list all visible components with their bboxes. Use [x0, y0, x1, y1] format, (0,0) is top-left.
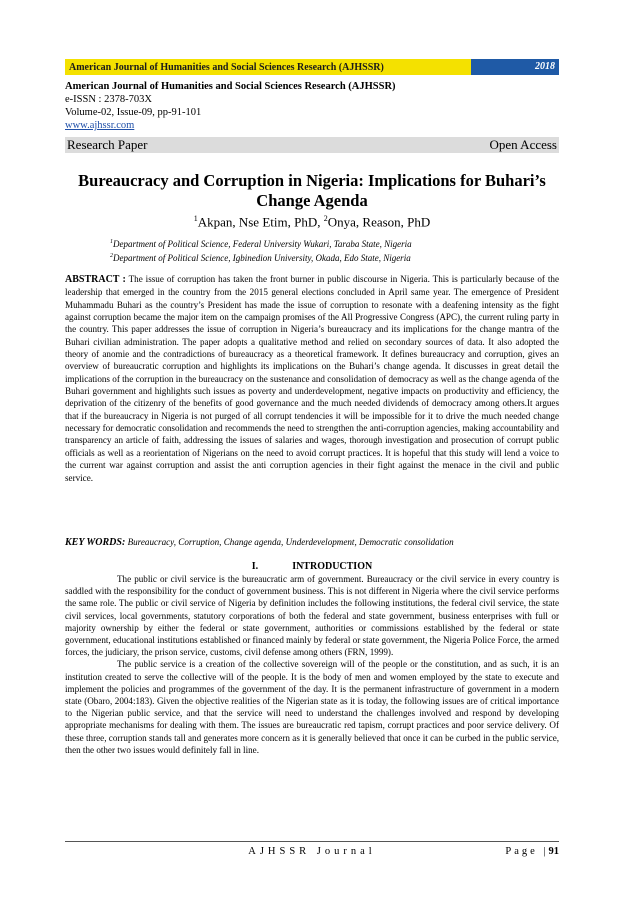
paper-title: Bureaucracy and Corruption in Nigeria: Implications for Buhari’s Change Agenda — [78, 171, 546, 210]
issn: e-ISSN : 2378-703X — [65, 94, 152, 105]
journal-url-link[interactable]: www.ajhssr.com — [65, 120, 135, 131]
affiliation-1-sup: 1 — [110, 239, 113, 245]
journal-banner — [65, 59, 559, 75]
author2: Onya, Reason, PhD — [327, 214, 431, 230]
volume-info: Volume-02, Issue-09, pp-91-101 — [65, 107, 202, 118]
open-access-label: Open Access — [489, 137, 557, 152]
footer-page-number: 91 — [548, 846, 559, 857]
abstract — [65, 273, 559, 484]
section-title: INTRODUCTION — [292, 561, 373, 572]
keywords — [65, 537, 559, 548]
author1-sup: 1 — [193, 214, 198, 223]
affiliation-2-text: Department of Political Science, Igbinedion University, Okada, Edo State, Nigeria — [113, 253, 411, 263]
paragraph: The public service is a creation of the collective sovereign will of the people or the constitution, and as such, it is an institution created to serve the collective will of the people. It is the body of men and women employed by the state to execute and implement the policies and programmes of the government of the day. It is the permanent infrastructure of government in a modern state (Obaro, 2004:183). Given the objective realities of the Nigerian state as it is today, the following issues are of critical importance to the Nigerian public service, and that the service will need to understand the challenges involved and respond by developing appropriate mechanisms for dealing with them. The issues are bureaucratic red tapism, corrupt practices and poor service delivery. Of these three, corruption stands tall and generates more concern as it is generally believed that once it can be curbed in the public service, then the other two issues would definitely fall in line. — [65, 659, 559, 755]
footer-page — [505, 846, 559, 857]
footer-journal: AJHSSR Journal — [248, 846, 376, 857]
author1: Akpan, Nse Etim, PhD, — [197, 214, 324, 230]
abstract-text: The issue of corruption has taken the front burner in public discourse in Nigeria. This is particularly because of the leadership that emerged in the country from the 2015 general elections concluded in April same year. The emergence of President Muhammadu Buhari as the country’s President has made the issue of corruption to resonate with a deafening intensity as the fight against corruption became the major item on the campaign promises of the All Progressive Congress (APC), the current ruling party in the country. This paper addresses the issue of corruption in Nigeria’s bureaucracy and its implications for the change mantra of the Buhari civilian administration. The paper adopts a qualitative method and relied on secondary sources of data. It also adopted the theory of anomie and the contradictions of bureaucracy as a theoretical framework. It defines bureaucracy and corruption, gives an overview of bureaucratic corruption and highlights its implications on the Buhari’s change agenda. It discusses in great detail the implications of the corruption in the bureaucracy on the sustenance and consolidation of democracy as well as the change agenda of the Buhari government and highlights such issues as poverty and underdevelopment, negative impacts on productivity and efficiency, the deprivation of the citizenry of the benefits of good governance and the much needed dividends of democracy among others.It argues that if the bureaucracy in Nigeria is not purged of all corrupt tendencies it will be impossible for it to drive the much needed change necessary for democratic consolidation and recommends the need to strengthen the anti-corruption agencies, making accountability and transparency an article of faith, addressing the issues of salaries and wages, thorough investigation and prosecution of corrupt public officials as well as a reorientation of Nigerians on the need to avoid corrupt practices. It is hopeful that this study will lend a voice to the current war against corruption and assist the anti corruption agencies in their fight against the menace in the civil and public service. — [65, 274, 560, 483]
body-text — [65, 573, 559, 756]
banner-journal-title: American Journal of Humanities and Social Sciences Research (AJHSSR) — [69, 61, 384, 73]
keywords-label: KEY WORDS: — [65, 537, 126, 548]
footer-rule — [65, 841, 559, 842]
affiliation-1 — [110, 236, 530, 250]
affiliation-1-text: Department of Political Science, Federal University Wukari, Taraba State, Nigeria — [113, 239, 412, 249]
author2-sup: 2 — [323, 214, 328, 223]
paper-type-bar — [65, 137, 559, 153]
journal-name: American Journal of Humanities and Social Sciences Research (AJHSSR) — [65, 81, 396, 92]
banner-year: 2018 — [471, 59, 559, 75]
paragraph: The public or civil service is the bureaucratic arm of government. Bureaucracy or the civil service in every country is saddled with the responsibility for the conduct of government business. This is not different in Nigeria where the civil service performs the same role. The public or civil service of Nigeria by definition includes the following institutions, the federal civil service, the state civil services, local governments, statutory corporations of both the federal and state government, business enterprises with full or majority ownership by either the federal or state government, authorities or commissions established by the federal or state government, educational institutions established or financed mainly by federal or state government, the Nigeria Police Force, the armed forces, the judiciary, the prison service, customs, civil defense among others (FRN, 1999). — [65, 574, 559, 658]
section-number: I. — [251, 561, 259, 572]
affiliation-2 — [110, 250, 530, 264]
keywords-text: Bureaucracy, Corruption, Change agenda, Underdevelopment, Democratic consolidation — [127, 537, 454, 547]
paper-type-label: Research Paper — [67, 137, 148, 152]
journal-meta — [65, 80, 559, 132]
affiliations — [110, 236, 530, 264]
footer-page-label: Page | — [505, 846, 549, 857]
authors — [65, 214, 559, 230]
abstract-label: ABSTRACT : — [65, 274, 126, 285]
section-heading — [65, 561, 559, 572]
affiliation-2-sup: 2 — [110, 253, 113, 259]
